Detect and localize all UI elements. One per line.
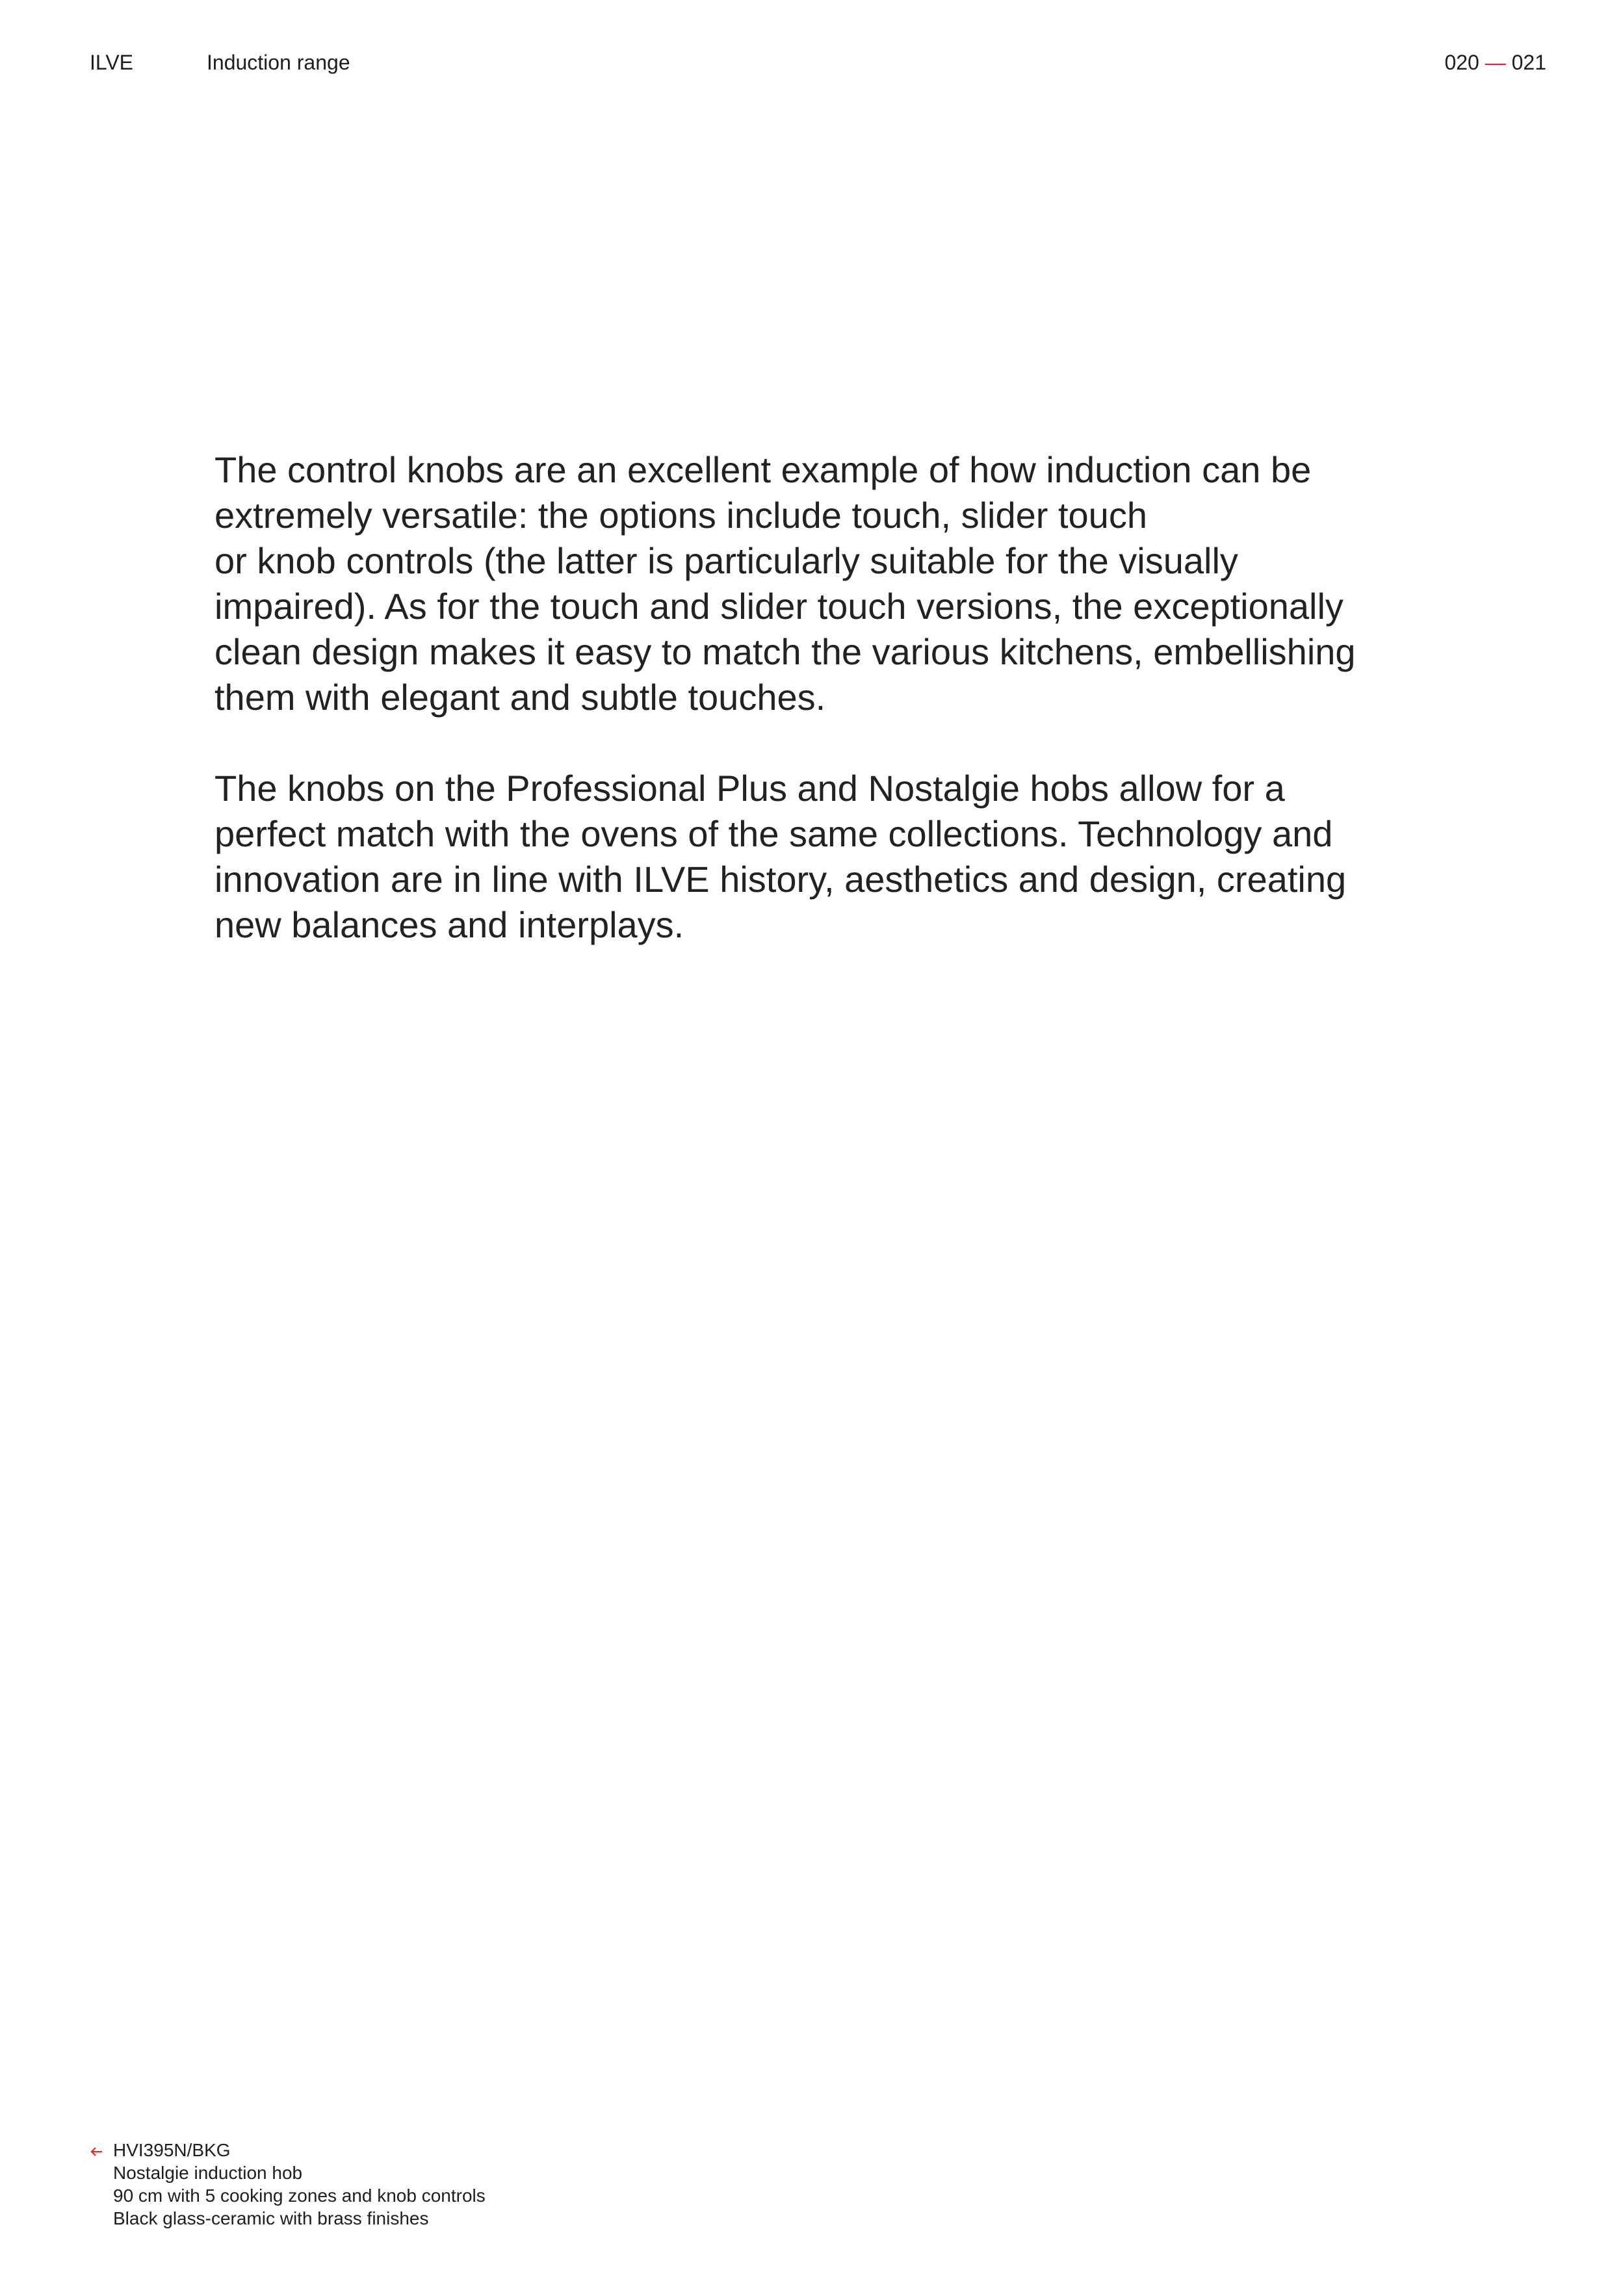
paragraph-line: impaired). As for the touch and slider touch versions, the exceptionally [214, 586, 1344, 627]
paragraph-2 [214, 766, 1436, 948]
caption-spec: 90 cm with 5 cooking zones and knob controls [113, 2185, 486, 2206]
paragraph-line: new balances and interplays. [214, 904, 684, 945]
paragraph-line: them with elegant and subtle touches. [214, 677, 826, 718]
paragraph-line: extremely versatile: the options include touch, slider touch [214, 495, 1147, 536]
paragraph-line: The control knobs are an excellent example of how induction can be [214, 449, 1312, 490]
paragraph-1 [214, 447, 1436, 720]
paragraph-line: perfect match with the ovens of the same collections. Technology and [214, 813, 1333, 854]
paragraph-line: or knob controls (the latter is particularly suitable for the visually [214, 540, 1238, 581]
page-header [0, 48, 1623, 77]
page-separator: — [1485, 51, 1506, 74]
arrow-left-icon [90, 2139, 104, 2161]
page-number-right: 021 [1511, 51, 1546, 74]
paragraph-line: clean design makes it easy to match the various kitchens, embellishing [214, 631, 1356, 672]
section-title: Induction range [207, 51, 350, 74]
paragraph-line: innovation are in line with ILVE history, aesthetics and design, creating [214, 859, 1347, 900]
caption-model: HVI395N/BKG [113, 2140, 231, 2160]
image-caption [90, 2139, 486, 2230]
page-numbers [1444, 48, 1546, 77]
paragraph-line: The knobs on the Professional Plus and Nostalgie hobs allow for a [214, 768, 1285, 809]
caption-finish: Black glass-ceramic with brass finishes [113, 2208, 429, 2228]
caption-name: Nostalgie induction hob [113, 2163, 303, 2183]
body-text [214, 447, 1436, 948]
brand-name: ILVE [90, 51, 133, 74]
page-number-left: 020 [1444, 51, 1479, 74]
